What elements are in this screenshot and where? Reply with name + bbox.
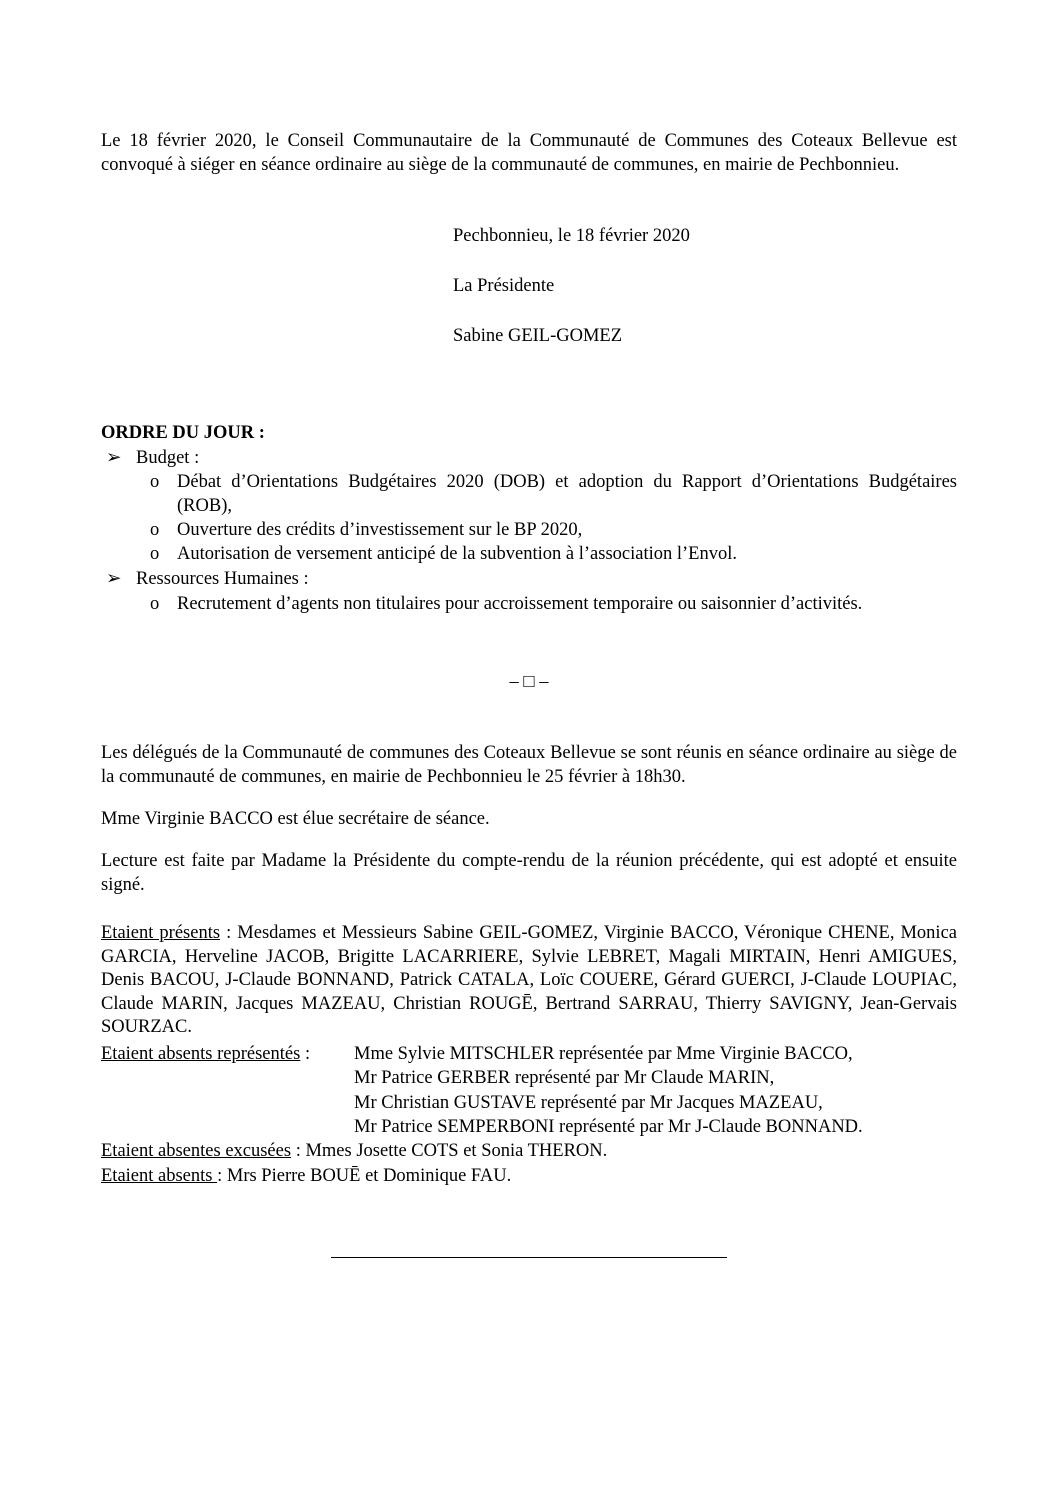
represented-entry: Mr Christian GUSTAVE représenté par Mr Jacques MAZEAU, [354, 1093, 823, 1113]
section-separator: – □ – [509, 672, 549, 692]
convocation-paragraph: Le 18 février 2020, le Conseil Communautaire de la Communauté de Communes des Coteaux Bellevue est convoqué à siéger en séance ordinaire au siège de la communauté de communes, en mairie de Pechbonnieu. [101, 131, 957, 175]
agenda-category-label: Budget : [136, 448, 200, 468]
present-list: : Mesdames et Messieurs Sabine GEIL-GOMEZ, Virginie BACCO, Véronique CHENE, Monica GARCIA, Herveline JACOB, Brigitte LACARRIERE, Sylvie LEBRET, Magali MIRTAIN, Henri AMIGUES, Denis BACOU, J-Claude BONNAND, Patrick CATALA, Loïc COUERE, Gérard GUERCI, J-Claude LOUPIAC, Claude MARIN, Jacques MAZEAU, Christian ROUGĒ, Bertrand SARRAU, Thierry SAVIGNY, Jean-Gervais SOURZAC. [101, 923, 957, 1037]
excused-line [101, 1141, 607, 1162]
represented-header [101, 1044, 310, 1065]
agenda-item-text: Ouverture des crédits d’investissement sur le BP 2020, [177, 520, 583, 540]
represented-entry: Mr Patrice GERBER représenté par Mr Claude MARIN, [354, 1068, 775, 1088]
secretary-paragraph: Mme Virginie BACCO est élue secrétaire de séance. [101, 809, 490, 829]
circle-bullet-icon: o [150, 594, 160, 614]
circle-bullet-icon: o [150, 544, 160, 564]
signature-role: La Présidente [453, 276, 555, 296]
agenda-title: ORDRE DU JOUR : [101, 423, 265, 443]
circle-bullet-icon: o [150, 472, 160, 492]
represented-entry: Mr Patrice SEMPERBONI représenté par Mr J-Claude BONNAND. [354, 1117, 863, 1137]
agenda-category-hr [106, 568, 309, 590]
agenda-category-label: Ressources Humaines : [136, 569, 309, 589]
represented-label: Etaient absents représentés [101, 1044, 301, 1064]
arrow-bullet-icon: ➢ [106, 569, 122, 589]
present-label: Etaient présents [101, 923, 221, 943]
agenda-item-text: Autorisation de versement anticipé de la subvention à l’association l’Envol. [177, 544, 737, 564]
meeting-paragraph: Les délégués de la Communauté de communes des Coteaux Bellevue se sont réunis en séance ordinaire au siège de la communauté de communes, en mairie de Pechbonnieu le 25 février à 18h30. [101, 743, 957, 787]
absent-line [101, 1166, 511, 1187]
signature-name: Sabine GEIL-GOMEZ [453, 326, 623, 346]
circle-bullet-icon: o [150, 520, 160, 540]
represented-colon: : [300, 1044, 311, 1064]
arrow-bullet-icon: ➢ [106, 448, 122, 468]
agenda-category-budget [106, 447, 199, 469]
excused-label: Etaient absentes excusées [101, 1141, 292, 1161]
represented-entry: Mme Sylvie MITSCHLER représentée par Mme Virginie BACCO, [354, 1044, 853, 1064]
agenda-item-text: Recrutement d’agents non titulaires pour accroissement temporaire ou saisonnier d’activités. [177, 594, 863, 614]
horizontal-rule [331, 1257, 727, 1258]
excused-list: : Mmes Josette COTS et Sonia THERON. [291, 1141, 608, 1161]
signature-place-date: Pechbonnieu, le 18 février 2020 [453, 226, 690, 246]
absent-list: : Mrs Pierre BOUĒ et Dominique FAU. [217, 1166, 512, 1186]
agenda-item [150, 593, 957, 617]
agenda-item [150, 471, 957, 518]
present-members [101, 922, 957, 1040]
agenda-item [150, 543, 957, 567]
agenda-item-text: Débat d’Orientations Budgétaires 2020 (DOB) et adoption du Rapport d’Orientations Budgétaires (ROB), [177, 472, 957, 516]
absent-label: Etaient absents [101, 1166, 218, 1186]
minutes-paragraph: Lecture est faite par Madame la Présidente du compte-rendu de la réunion précédente, qui est adopté et ensuite signé. [101, 851, 957, 895]
agenda-item [150, 519, 957, 543]
